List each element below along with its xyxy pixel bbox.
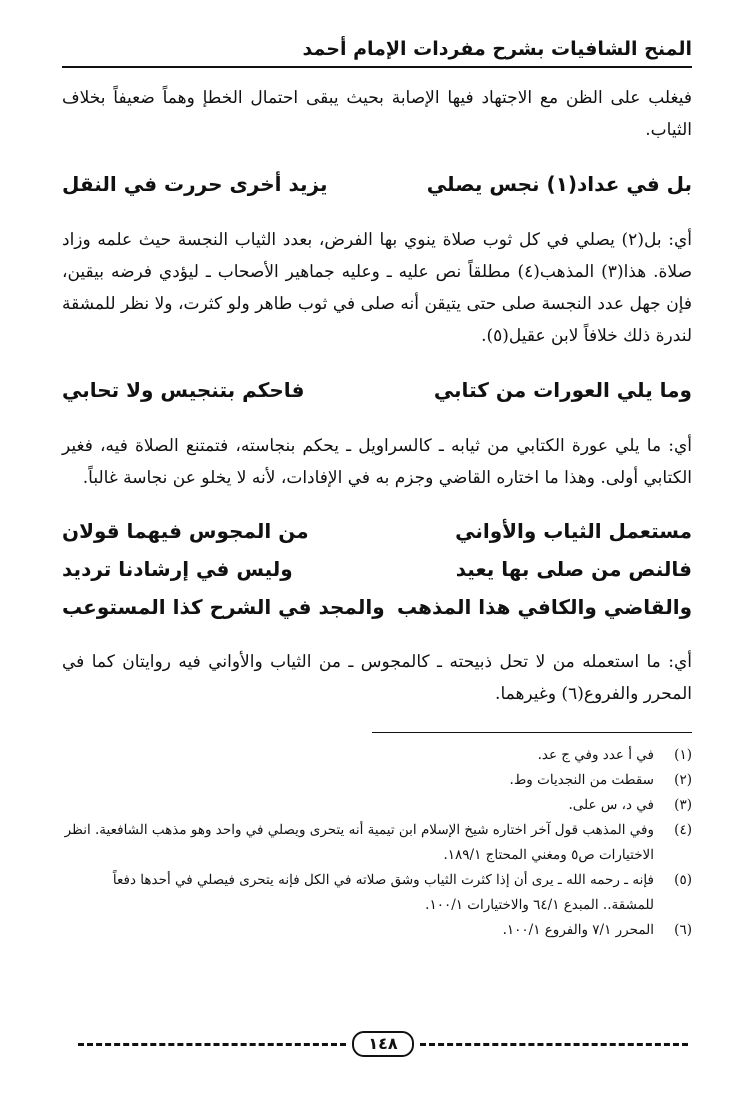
verse-first-hemistich: بل في عداد(١) نجس يصلي: [426, 172, 692, 196]
verse-block: [62, 370, 692, 410]
verse-block: [62, 512, 692, 626]
verse-line: [62, 550, 692, 588]
footnote-text: فإنه ـ رحمه الله ـ يرى أن إذا كثرت الثياب وشق صلاته في الكل فإنه يتحرى فيصلي في أحدها دفعاً للمشقة.. المبدع ٦٤/١ والاختيارات ١٠٠/١.: [112, 872, 654, 913]
footnote: [62, 918, 692, 943]
footnote-number: (٤): [674, 822, 692, 838]
verse-first-hemistich: والقاضي والكافي هذا المذهب: [396, 595, 692, 619]
commentary-paragraph: فيغلب على الظن مع الاجتهاد فيها الإصابة بحيث يبقى احتمال الخطإ وهماً ضعيفاً بخلاف الثياب.: [62, 88, 692, 140]
footnote: [62, 868, 692, 918]
footnote-text: في أ عدد وفي ج عد.: [537, 747, 654, 763]
commentary-paragraph: أي: ما يلي عورة الكتابي من ثيابه ـ كالسراويل ـ يحكم بنجاسته، فتمتنع الصلاة فيه، فغير الكتابي أولى. وهذا ما اختاره القاضي وجزم به في الإفادات، لأنه لا يخلو عن نجاسة غالباً.: [62, 436, 692, 488]
footnote-number: (١): [674, 747, 692, 763]
footnote-number: (٥): [674, 872, 692, 888]
verse-second-hemistich: فاحكم بتنجيس ولا تحابي: [62, 378, 305, 402]
verse-line: [62, 164, 692, 204]
running-header: [62, 38, 692, 68]
page-number: ١٤٨: [352, 1031, 413, 1057]
footnote-text: في د، س على.: [568, 797, 654, 813]
verse-first-hemistich: مستعمل الثياب والأواني: [455, 519, 692, 543]
page-body: [62, 38, 692, 943]
verse-second-hemistich: وليس في إرشادنا ترديد: [62, 557, 293, 581]
verse-line: [62, 370, 692, 410]
footnote: [62, 818, 692, 868]
footnote-text: وفي المذهب قول آخر اختاره شيخ الإسلام ابن تيمية أنه يتحرى ويصلي في واحد وهو مذهب الشافعية. انظر الاختيارات ص٥ ومغني المحتاج ١٨٩/١.: [64, 822, 654, 863]
footnote: [62, 768, 692, 793]
commentary-paragraph: أي: بل(٢) يصلي في كل ثوب صلاة ينوي بها الفرض، بعدد الثياب النجسة حيث علمه وزاد صلاة. هذا(٣) المذهب(٤) مطلقاً نص عليه ـ وعليه جماهير الأصحاب ـ ليؤدي فرضه بيقين، فإن جهل عدد النجسة صلى حتى يتيقن أنه صلى في ثوب طاهر ولو كثرت، ولا نظر للمشقة لندرة ذلك خلافاً لابن عقيل(٥).: [62, 230, 693, 346]
footnote-number: (٢): [674, 772, 692, 788]
verse-second-hemistich: من المجوس فيهما قولان: [62, 519, 309, 543]
page-footer: [78, 1032, 688, 1056]
footnote-number: (٣): [674, 797, 692, 813]
book-title: المنح الشافيات بشرح مفردات الإمام أحمد: [302, 38, 692, 60]
commentary-paragraph: أي: ما استعمله من لا تحل ذبيحته ـ كالمجوس ـ من الثياب والأواني فيه روايتان كما في المحرر والفروع(٦) وغيرهما.: [62, 652, 692, 704]
footnote-separator: [372, 732, 692, 733]
verse-block: [62, 164, 692, 204]
footnote: [62, 793, 692, 818]
verse-second-hemistich: يزيد أخرى حررت في النقل: [62, 172, 328, 196]
footnote-text: المحرر ٧/١ والفروع ١٠٠/١.: [502, 922, 654, 938]
footer-dashed-rule-left: [78, 1043, 346, 1046]
verse-line: [62, 512, 692, 550]
footnote-number: (٦): [674, 922, 692, 938]
verse-second-hemistich: والمجد في الشرح كذا المستوعب: [62, 595, 385, 619]
footnote-text: سقطت من النجديات وط.: [509, 772, 654, 788]
footer-dashed-rule-right: [420, 1043, 688, 1046]
verse-first-hemistich: وما يلي العورات من كتابي: [433, 378, 692, 402]
verse-line: [62, 588, 692, 626]
footnote: [62, 743, 692, 768]
verse-first-hemistich: فالنص من صلى بها يعيد: [455, 557, 692, 581]
footnotes: [62, 743, 692, 943]
